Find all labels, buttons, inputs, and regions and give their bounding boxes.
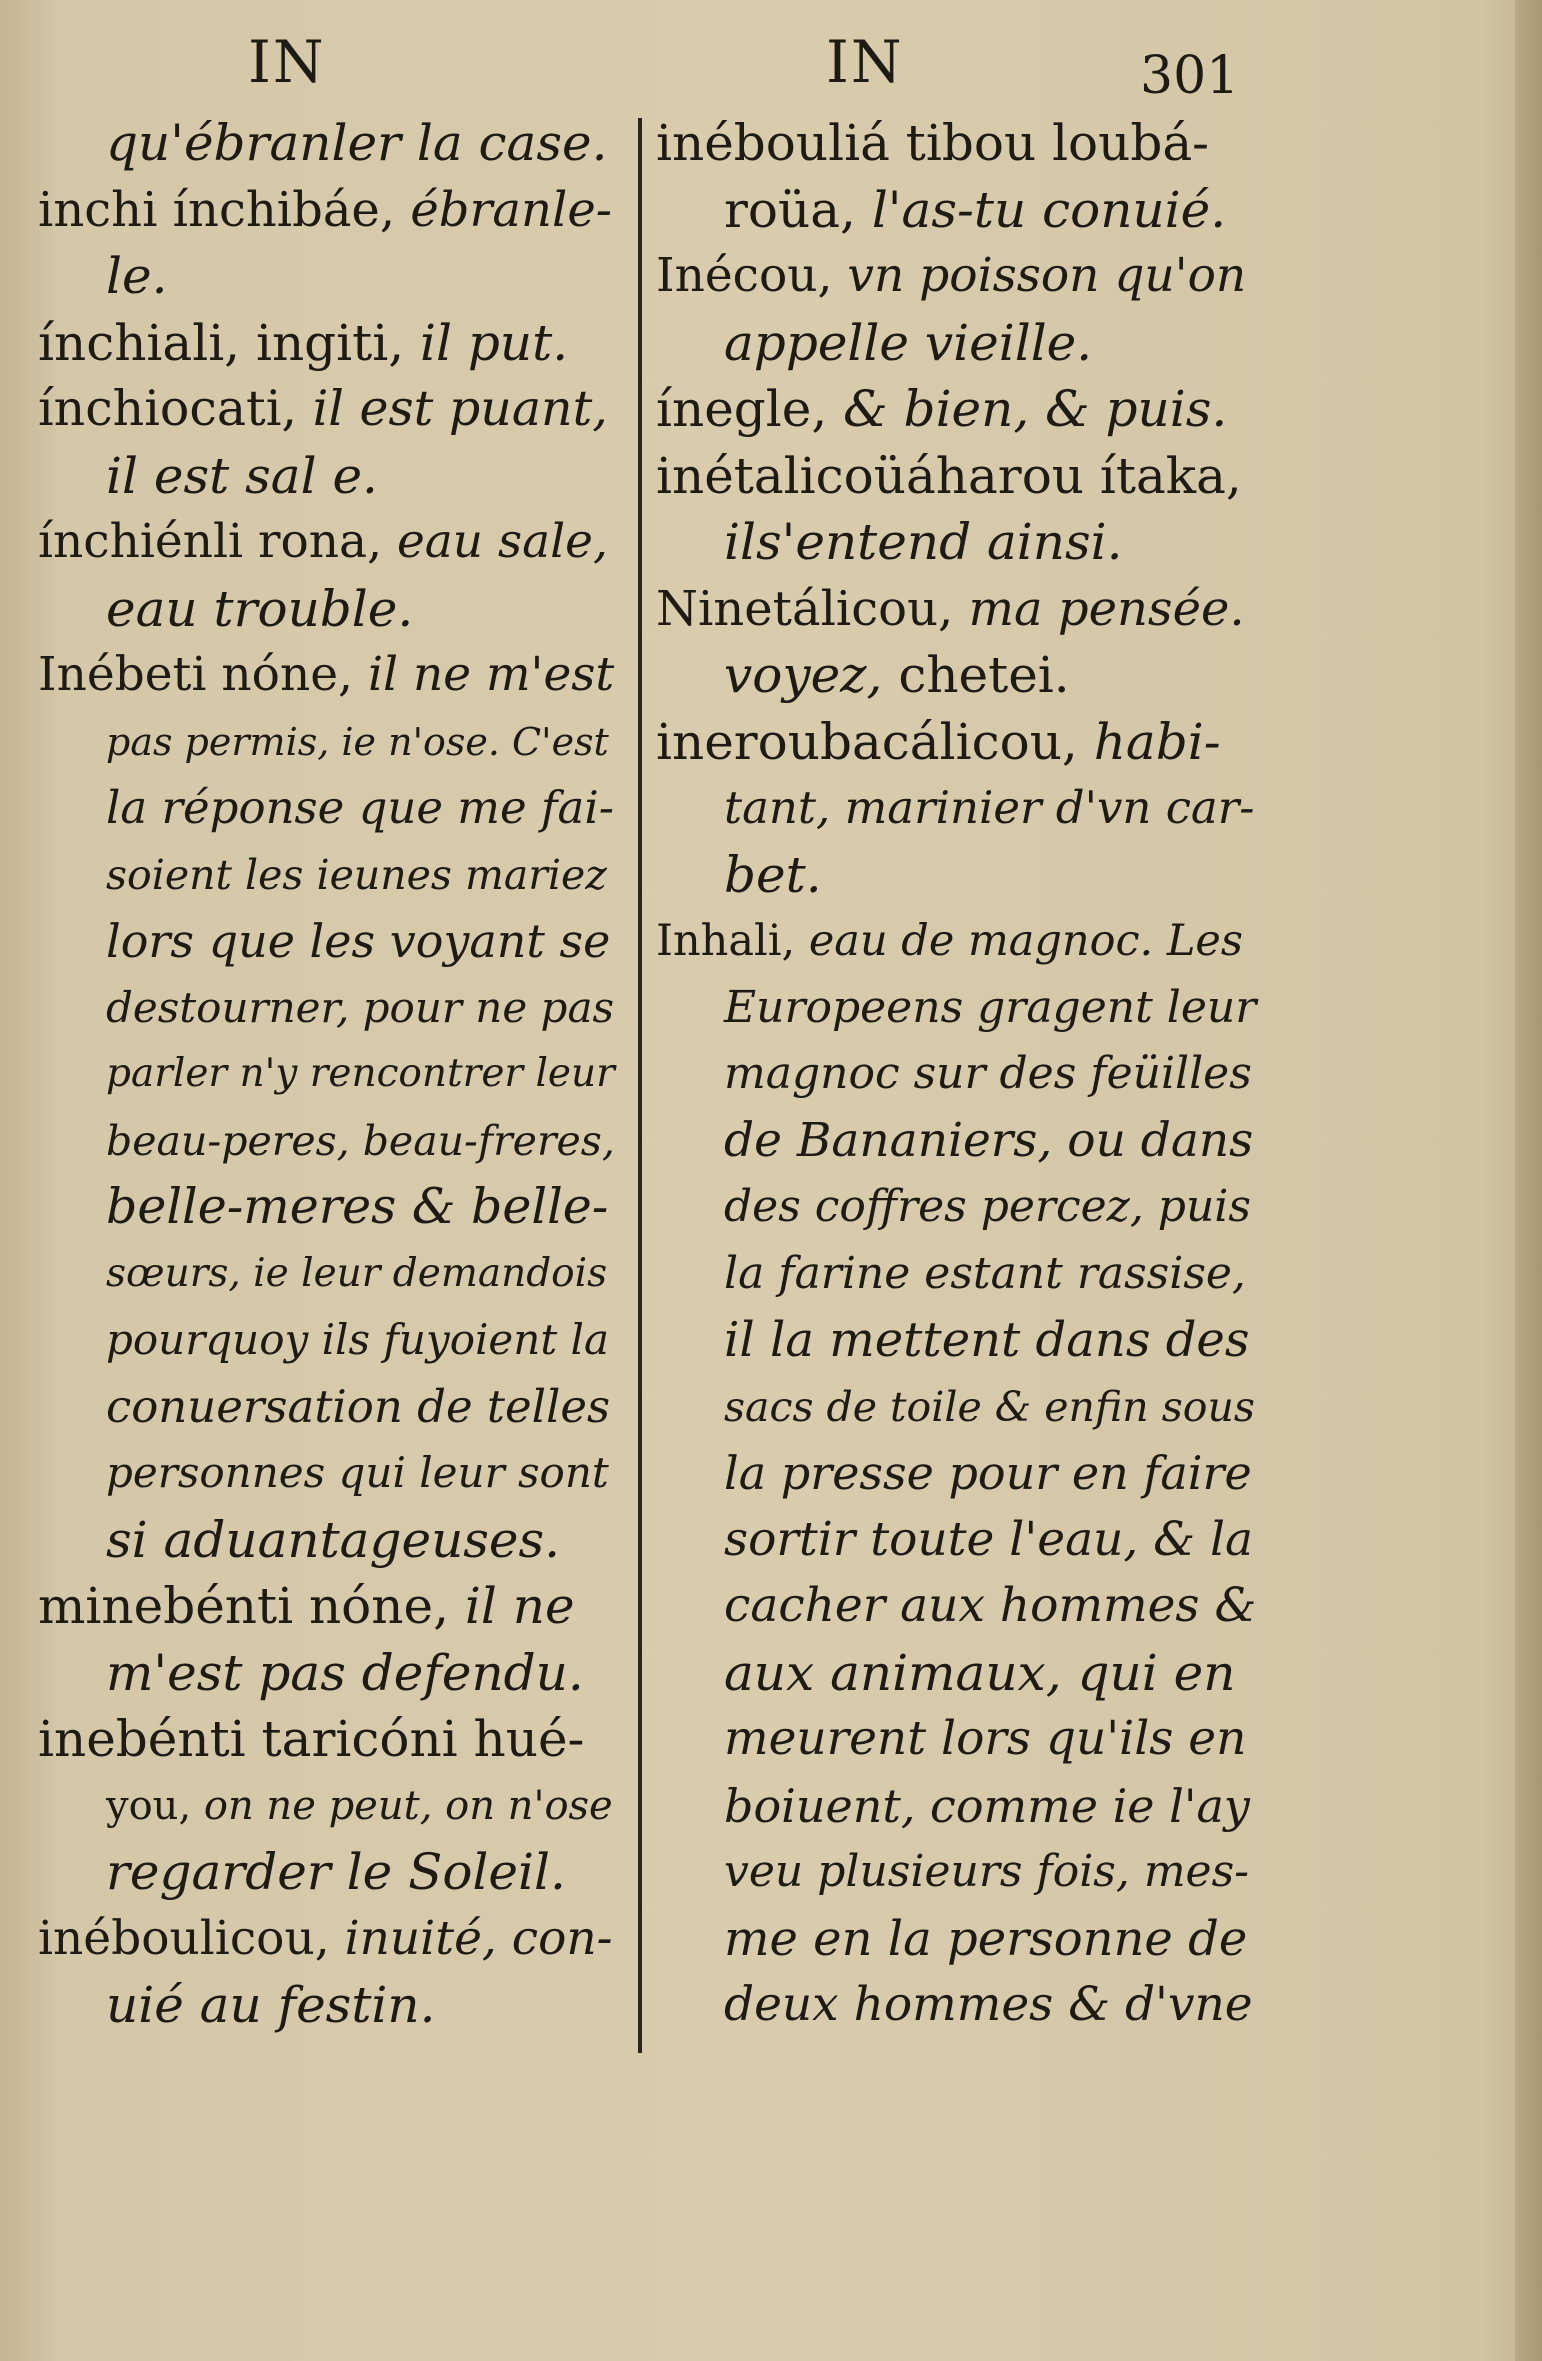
dictionary-entry [38, 177, 618, 310]
definition-text: belle-meres & belle- [106, 1178, 609, 1235]
entry-line [656, 1972, 1256, 2039]
entry-line [38, 975, 618, 1042]
definition-text: il ne m'est [353, 647, 615, 702]
definition-text: beau-peres, beau-freres, [106, 1116, 615, 1165]
headword: inebénti taricóni hué- [38, 1710, 585, 1768]
definition-text: la farine estant rassise, [724, 1247, 1246, 1299]
entry-line [656, 110, 1256, 177]
definition-text: si aduantageuses. [106, 1510, 561, 1569]
entry-line [656, 709, 1256, 776]
entry-line [38, 509, 618, 576]
definition-text: magnoc sur des feüilles [724, 1048, 1252, 1099]
definition-text: sortir toute l'eau, & la [724, 1511, 1254, 1567]
definition-text: il la mettent dans des [724, 1312, 1250, 1368]
entry-line [656, 1174, 1256, 1241]
headword: inébouliá tibou loubá- [656, 114, 1210, 172]
definition-text: des coffres percez, puis [724, 1181, 1251, 1232]
entry-line [38, 1174, 618, 1241]
entry-line [656, 1374, 1256, 1441]
page-number: 301 [1140, 46, 1240, 106]
definition-text: tant, marinier d'vn car- [724, 781, 1255, 834]
dictionary-entry [38, 110, 618, 177]
definition-text: meurent lors qu'ils en [724, 1711, 1247, 1766]
headword: ínchiocati, [38, 380, 297, 437]
entry-line [656, 1041, 1256, 1108]
definition-text: regarder le Soleil. [106, 1843, 566, 1901]
entry-line [38, 1972, 618, 2039]
definition-text: vn poisson qu'on [832, 248, 1247, 303]
entry-line [656, 1507, 1256, 1574]
entry-line [38, 709, 618, 776]
page-edge [1515, 0, 1542, 2361]
definition-text: bet. [724, 845, 822, 904]
entry-line [656, 243, 1256, 310]
entry-line [656, 775, 1256, 842]
definition-text: uié au festin. [106, 1976, 436, 2034]
definition-text: pas permis, ie n'ose. C'est [106, 719, 609, 764]
entry-line [656, 310, 1256, 377]
dictionary-entry [656, 243, 1256, 376]
entry-line [656, 1440, 1256, 1507]
definition-text: il ne [448, 1577, 575, 1635]
headword: ínchiali, ingiti, [38, 313, 405, 372]
dictionary-entry [38, 376, 618, 509]
definition-text: eau sale, [382, 514, 608, 569]
definition-text: eau trouble. [106, 579, 414, 638]
entry-line [656, 1307, 1256, 1374]
entry-line [656, 376, 1256, 443]
headword: minebénti nóne, [38, 1577, 449, 1635]
entry-line [38, 177, 618, 244]
dictionary-entry [656, 709, 1256, 909]
dictionary-entry [38, 1706, 618, 1906]
definition-text: ébranle- [395, 181, 612, 238]
definition-text: sacs de toile & enfin sous [724, 1382, 1255, 1431]
entry-line [656, 177, 1256, 244]
headword: roüa, [724, 180, 856, 239]
dictionary-entry [38, 1906, 618, 2039]
entry-line [656, 1640, 1256, 1707]
headword: ínchiénli rona, [38, 514, 383, 569]
definition-text: soient les ieunes mariez [106, 850, 607, 899]
entry-line [656, 576, 1256, 643]
left-column [38, 110, 618, 2039]
entry-line [38, 243, 618, 310]
definition-text: la réponse que me fai- [106, 781, 614, 834]
definition-text: l'as-tu conuié. [855, 180, 1227, 239]
entry-line [38, 775, 618, 842]
definition-text: deux hommes & d'vne [724, 1977, 1253, 2032]
definition-text: boiuent, comme ie l'ay [724, 1778, 1250, 1833]
definition-text: m'est pas defendu. [106, 1643, 584, 1702]
entry-line [38, 310, 618, 377]
definition-text: conuersation de telles [106, 1379, 611, 1433]
entry-line [656, 1906, 1256, 1973]
entry-line [38, 1573, 618, 1640]
entry-line [38, 1640, 618, 1707]
entry-line [38, 1507, 618, 1574]
entry-line [656, 908, 1256, 975]
entry-line [656, 975, 1256, 1042]
dictionary-entry [656, 576, 1256, 709]
definition-text: ma pensée. [953, 580, 1245, 637]
entry-line [38, 1241, 618, 1308]
definition-text: lors que les voyant se [106, 914, 611, 968]
definition-text: sœurs, ie leur demandois [106, 1250, 608, 1296]
definition-text: la presse pour en faire [724, 1446, 1252, 1500]
entry-line [38, 842, 618, 909]
definition-text: il est sal e. [106, 446, 378, 505]
entry-line [38, 642, 618, 709]
definition-text: habi- [1077, 712, 1221, 771]
entry-line [656, 1241, 1256, 1308]
definition-text: destourner, pour ne pas [106, 982, 615, 1032]
dictionary-entry [656, 443, 1256, 576]
entry-line [656, 642, 1256, 709]
definition-text: inuité, con- [329, 1910, 613, 1966]
dictionary-entry [38, 509, 618, 642]
headword: inchi ínchibáe, [38, 181, 396, 238]
entry-line [38, 1108, 618, 1175]
entry-line [656, 509, 1256, 576]
definition-text: cacher aux hommes & [724, 1578, 1257, 1633]
entry-line [38, 1440, 618, 1507]
definition-text: pourquoy ils fuyoient la [106, 1315, 610, 1364]
entry-line [38, 1839, 618, 1906]
cross-reference-headword: chetei. [882, 646, 1070, 704]
right-column [656, 110, 1256, 2039]
definition-text: eau de magnoc. Les [795, 916, 1243, 966]
running-head-right: IN [826, 28, 904, 96]
definition-text: le. [106, 247, 168, 305]
definition-text: & bien, & puis. [827, 380, 1228, 438]
dictionary-entry [656, 376, 1256, 443]
dictionary-entry [656, 908, 1256, 2039]
column-divider-rule [638, 118, 642, 2053]
entry-line [656, 443, 1256, 510]
entry-line [38, 1307, 618, 1374]
headword: inétalicoüáharou ítaka, [656, 446, 1242, 505]
headword: ínegle, [656, 380, 828, 438]
entry-line [38, 376, 618, 443]
definition-text: appelle vieille. [724, 313, 1093, 372]
definition-text: aux animaux, qui en [724, 1643, 1236, 1702]
headword: Inhali, [656, 916, 796, 966]
definition-text: parler n'y rencontrer leur [106, 1051, 615, 1096]
definition-text: il est puant, [297, 380, 608, 437]
definition-text: ils'entend ainsi. [724, 513, 1123, 571]
entry-line [656, 1706, 1256, 1773]
entry-line [38, 1706, 618, 1773]
running-head-left: IN [248, 28, 326, 96]
definition-text: on ne peut, on n'ose [191, 1782, 613, 1829]
definition-text: qu'ébranler la case. [106, 114, 608, 172]
entry-line [656, 1839, 1256, 1906]
entry-line [38, 1906, 618, 1973]
dictionary-entry [656, 110, 1256, 243]
entry-line [38, 443, 618, 510]
dictionary-entry [38, 1573, 618, 1706]
definition-text: personnes qui leur sont [106, 1448, 609, 1497]
dictionary-entry [38, 310, 618, 377]
entry-line [38, 1773, 618, 1840]
entry-line [38, 1041, 618, 1108]
headword: ineroubacálicou, [656, 712, 1078, 771]
entry-line [656, 1108, 1256, 1175]
definition-text: voyez, [724, 646, 883, 704]
headword: Ninetálicou, [656, 580, 954, 637]
entry-line [38, 110, 618, 177]
headword: Inébeti nóne, [38, 647, 354, 702]
definition-text: veu plusieurs fois, mes- [724, 1846, 1250, 1897]
definition-text: de Bananiers, ou dans [724, 1112, 1254, 1168]
entry-line [38, 908, 618, 975]
definition-text: me en la personne de [724, 1910, 1248, 1967]
definition-text: Europeens gragent leur [724, 981, 1257, 1033]
entry-line [656, 1773, 1256, 1840]
headword: Inécou, [656, 248, 833, 303]
headword: you, [106, 1782, 192, 1829]
entry-line [656, 1573, 1256, 1640]
entry-line [38, 576, 618, 643]
entry-line [656, 842, 1256, 909]
headword: inéboulicou, [38, 1910, 330, 1966]
dictionary-entry [38, 642, 618, 1573]
entry-line [38, 1374, 618, 1441]
definition-text: il put. [404, 313, 569, 372]
